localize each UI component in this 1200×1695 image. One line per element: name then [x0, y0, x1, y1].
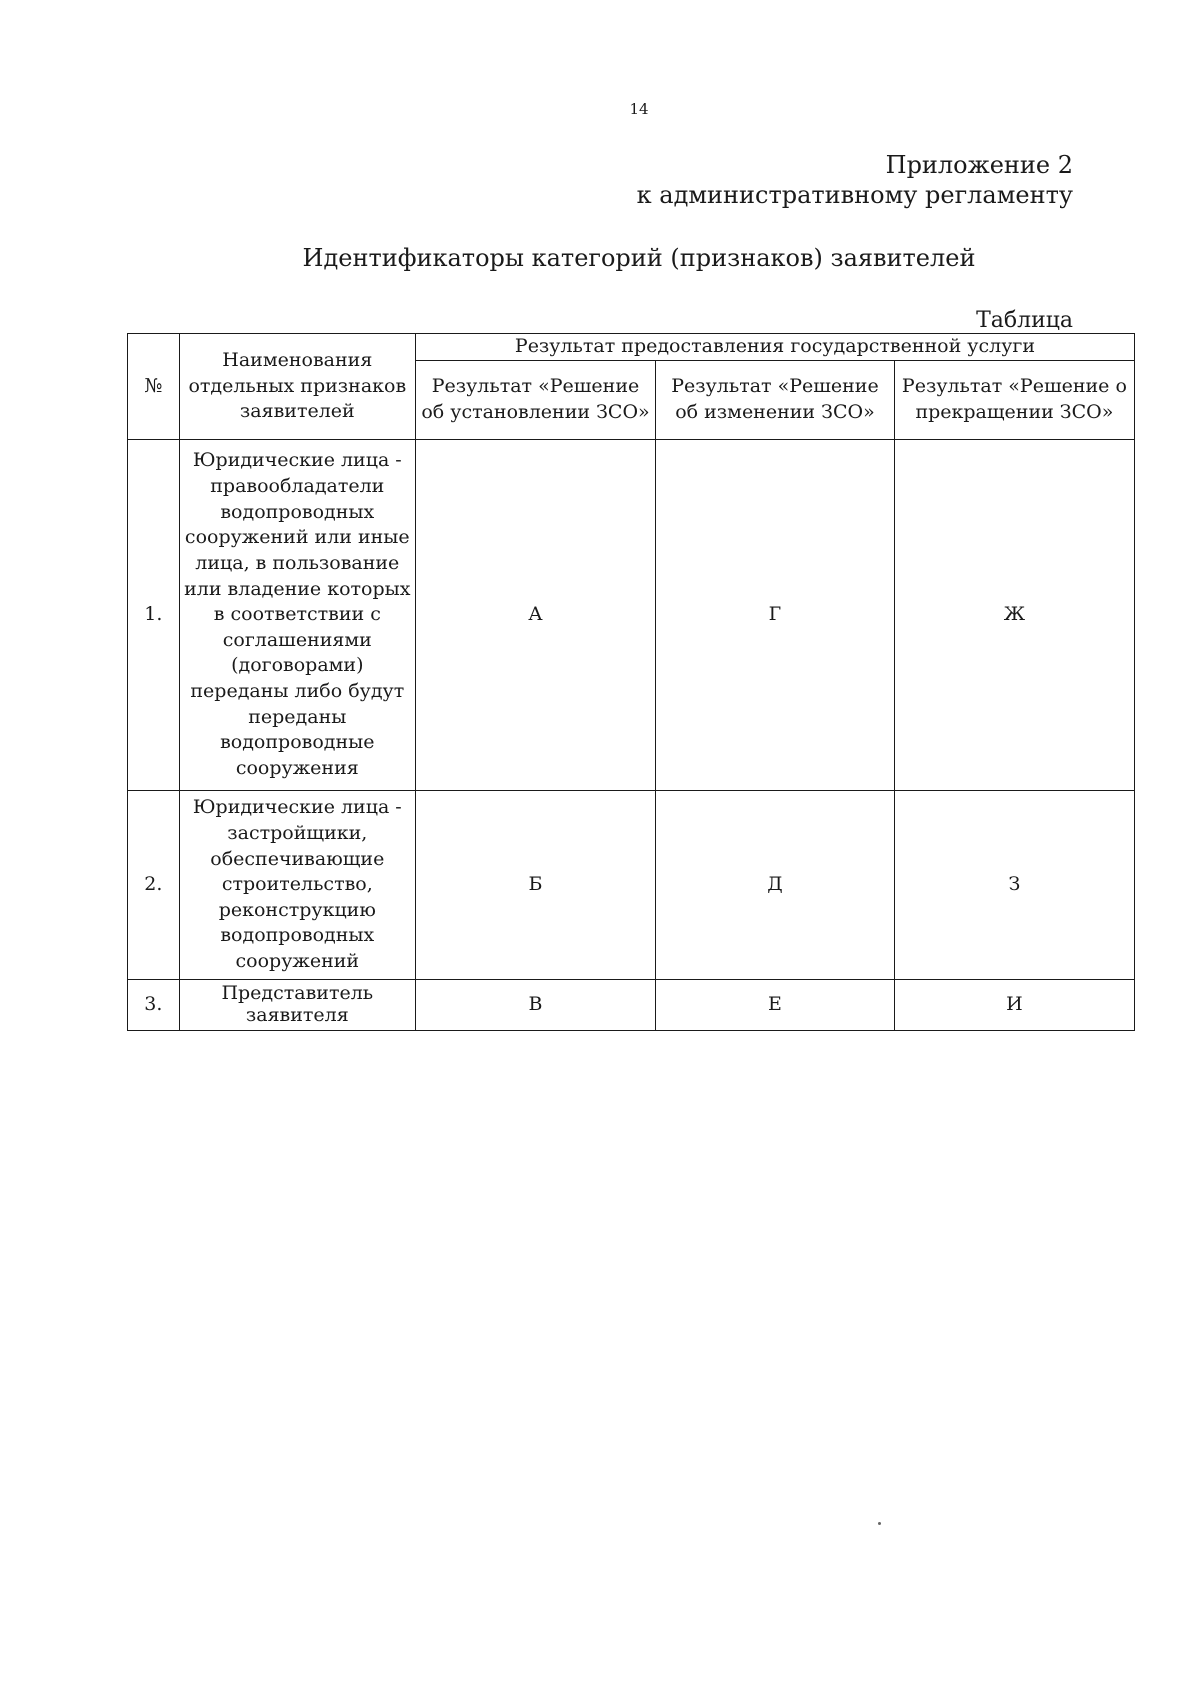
row-num: 2. [128, 791, 180, 980]
row-code-establish: А [415, 440, 655, 791]
row-code-change: Е [656, 980, 895, 1031]
identifiers-table [127, 333, 1135, 1031]
header-group: Результат предоставления государственной услуги [415, 334, 1134, 361]
header-result-termination: Результат «Решение о прекращении ЗСО» [894, 361, 1134, 440]
table-row [128, 980, 1135, 1031]
row-code-termination: З [894, 791, 1134, 980]
table-row [128, 440, 1135, 791]
appendix-line-1: Приложение 2 [885, 151, 1073, 179]
row-code-termination: И [894, 980, 1134, 1031]
row-applicant-name: Представитель заявителя [179, 980, 415, 1031]
header-result-establish: Результат «Решение об установлении ЗСО» [415, 361, 655, 440]
table-header-row [128, 334, 1135, 361]
row-code-change: Г [656, 440, 895, 791]
scan-speck [878, 1522, 881, 1525]
header-num: № [128, 334, 180, 440]
appendix-note [637, 150, 1073, 210]
row-code-change: Д [656, 791, 895, 980]
header-result-change: Результат «Решение об изменении ЗСО» [656, 361, 895, 440]
row-applicant-name: Юридические лица - правообладатели водопроводных сооружений или иные лица, в пользование или владение которых в соответствии с соглашениями (договорами) переданы либо будут переданы водопроводные сооружения [179, 440, 415, 791]
row-num: 1. [128, 440, 180, 791]
document-title: Идентификаторы категорий (признаков) заявителей [302, 244, 976, 272]
row-applicant-name: Юридические лица - застройщики, обеспечивающие строительство, реконструкцию водопроводных сооружений [179, 791, 415, 980]
page-number: 14 [629, 100, 649, 118]
row-code-establish: Б [415, 791, 655, 980]
table-row [128, 791, 1135, 980]
header-name: Наименования отдельных признаков заявителей [179, 334, 415, 440]
row-code-establish: В [415, 980, 655, 1031]
table-caption: Таблица [976, 308, 1073, 333]
appendix-line-2: к административному регламенту [636, 181, 1073, 209]
row-code-termination: Ж [894, 440, 1134, 791]
row-num: 3. [128, 980, 180, 1031]
